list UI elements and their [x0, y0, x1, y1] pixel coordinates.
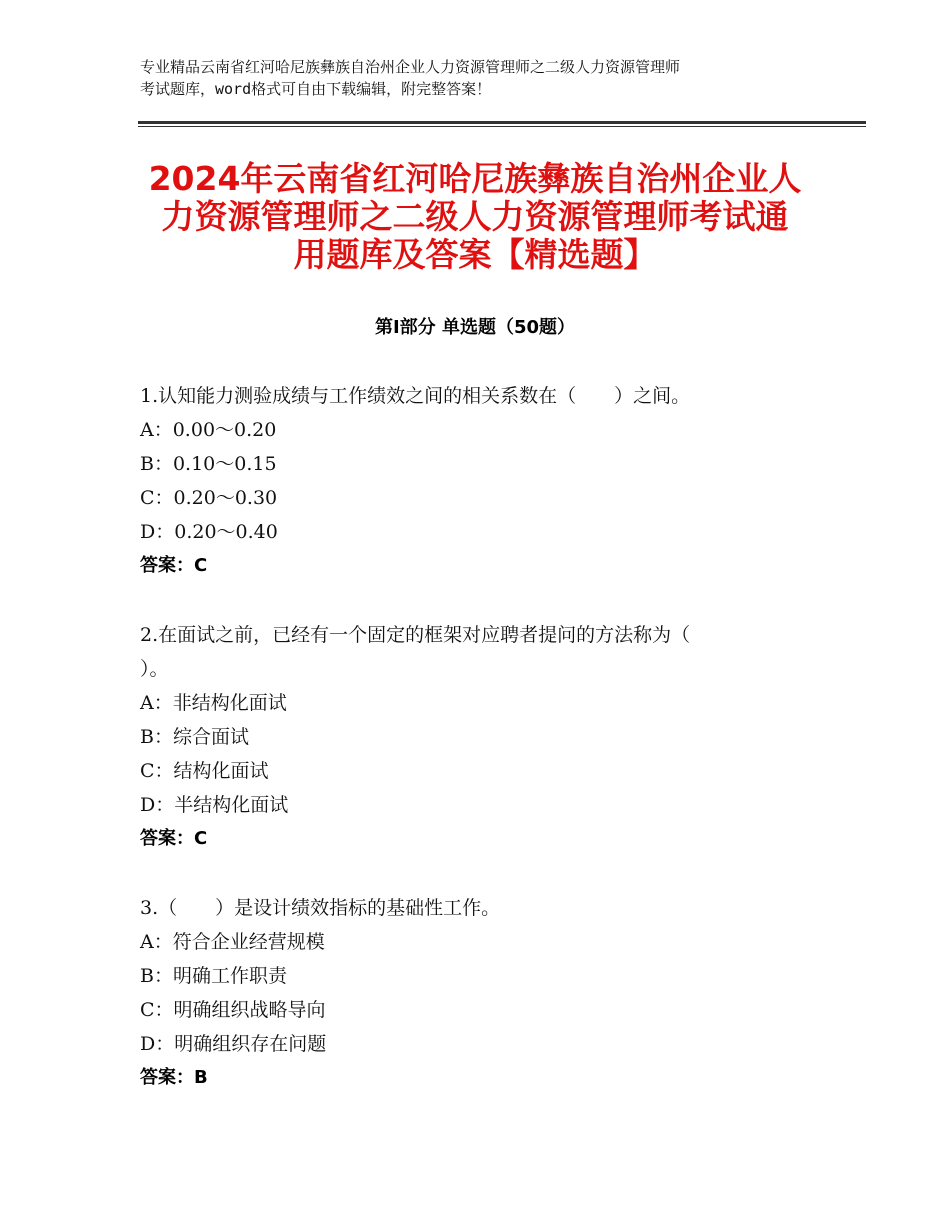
option-b: B：综合面试 — [140, 726, 249, 748]
section-heading: 第Ⅰ部分 单选题（50题） — [374, 317, 575, 338]
option-d: D：0.20～0.40 — [140, 521, 278, 543]
answer: 答案：B — [140, 1067, 208, 1088]
option-d: D：半结构化面试 — [140, 794, 289, 816]
question-stem-continuation: ）。 — [140, 658, 169, 680]
option-a: A：符合企业经营规模 — [140, 931, 325, 953]
document-title-line-3: 用题库及答案【精选题】 — [293, 235, 657, 274]
question-stem: 2.在面试之前，已经有一个固定的框架对应聘者提问的方法称为（ — [140, 624, 691, 646]
header-note — [140, 56, 840, 100]
option-c: C：明确组织战略导向 — [140, 999, 326, 1021]
question-stem: 1.认知能力测验成绩与工作绩效之间的相关系数在（ ）之间。 — [140, 385, 691, 407]
question-3 — [140, 891, 860, 1095]
option-a: A：0.00～0.20 — [140, 419, 277, 441]
document-title — [110, 160, 840, 274]
document-title-line-2: 力资源管理师之二级人力资源管理师考试通 — [161, 197, 789, 236]
document-title-line-1: 2024年云南省红河哈尼族彝族自治州企业人 — [148, 159, 802, 198]
answer: 答案：C — [140, 555, 208, 576]
header-divider-thin — [138, 126, 866, 127]
header-note-line-2: 考试题库，word格式可自由下载编辑，附完整答案！ — [140, 80, 492, 98]
option-b: B：0.10～0.15 — [140, 453, 277, 475]
question-1 — [140, 379, 860, 583]
question-2 — [140, 618, 860, 856]
option-c: C：结构化面试 — [140, 760, 269, 782]
option-c: C：0.20～0.30 — [140, 487, 278, 509]
header-divider-thick — [138, 121, 866, 124]
option-b: B：明确工作职责 — [140, 965, 287, 987]
option-a: A：非结构化面试 — [140, 692, 287, 714]
answer: 答案：C — [140, 828, 208, 849]
header-note-line-1: 专业精品云南省红河哈尼族彝族自治州企业人力资源管理师之二级人力资源管理师 — [140, 58, 681, 76]
question-stem: 3.（ ）是设计绩效指标的基础性工作。 — [140, 897, 501, 919]
option-d: D：明确组织存在问题 — [140, 1033, 327, 1055]
